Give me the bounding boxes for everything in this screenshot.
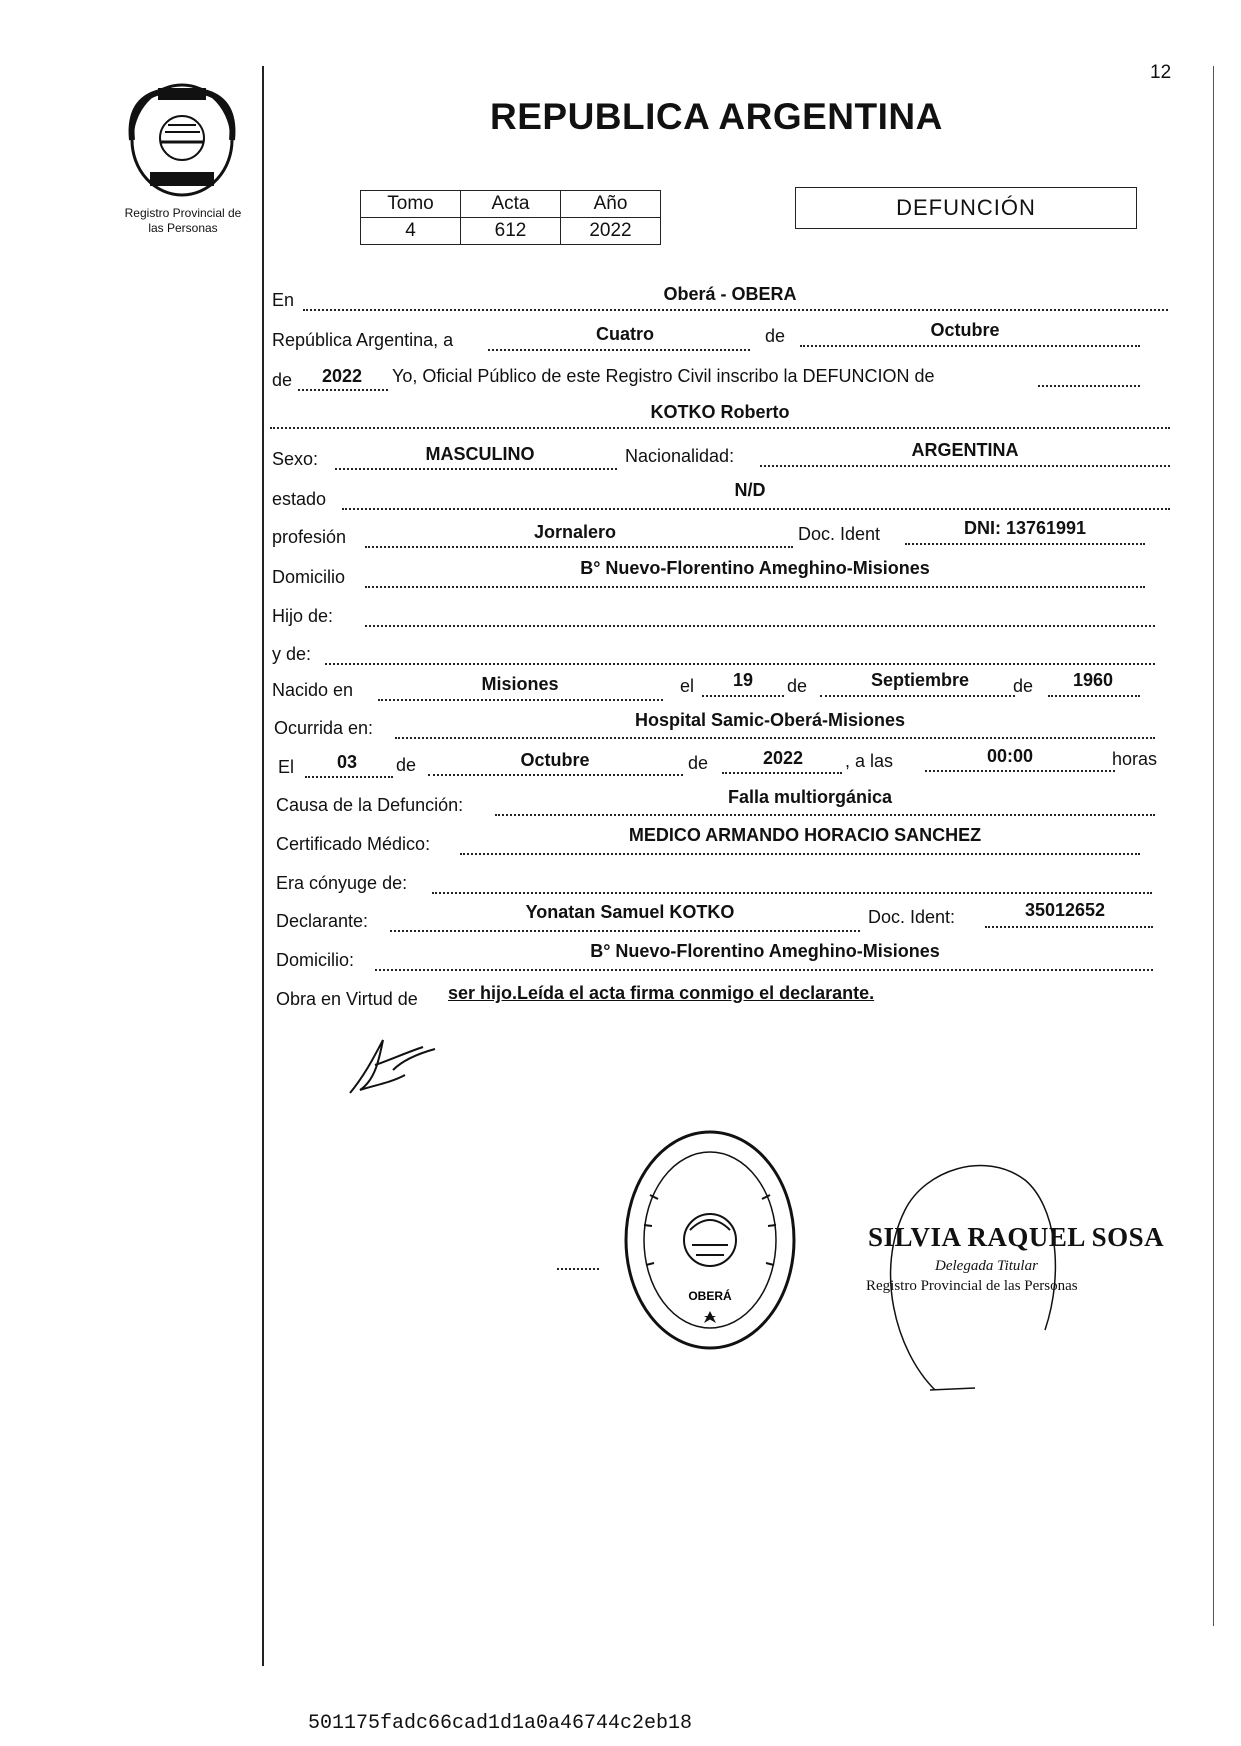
value-def-mes: Octubre	[520, 750, 590, 770]
dotted-line-nac-anio	[1048, 695, 1140, 697]
value-ocurrida-en: Hospital Samic-Oberá-Misiones	[634, 710, 906, 730]
label-de-mes: de	[765, 326, 786, 346]
dotted-line-estado	[342, 508, 1170, 510]
value-declarante: Yonatan Samuel KOTKO	[525, 902, 735, 922]
value-nacido-en: Misiones	[481, 674, 559, 694]
logo-caption	[88, 206, 278, 236]
dotted-line-certificado	[460, 853, 1140, 855]
value-obra-en-virtud: ser hijo.Leída el acta firma conmigo el declarante.	[448, 983, 875, 1003]
dotted-line-declarante	[390, 930, 860, 932]
label-a-las: , a las	[845, 751, 894, 771]
misiones-emblem-logo	[120, 80, 245, 200]
registry-header-acta: Acta	[461, 191, 561, 218]
official-organization: Registro Provincial de las Personas	[866, 1278, 1078, 1294]
official-name: SILVIA RAQUEL SOSA	[868, 1222, 1165, 1252]
page-number: 12	[1150, 62, 1172, 83]
value-lugar: Oberá - OBERA	[663, 284, 797, 304]
label-el-defuncion: El	[278, 757, 295, 777]
label-causa: Causa de la Defunción:	[276, 795, 464, 815]
dotted-line-nombre	[270, 427, 1170, 429]
value-nacionalidad: ARGENTINA	[911, 440, 1019, 460]
dotted-line-declarante-doc	[985, 926, 1153, 928]
document-hash: 501175fadc66cad1d1a0a46744c2eb18	[308, 1712, 693, 1735]
label-declarante: Declarante:	[276, 911, 369, 931]
value-certificado: MEDICO ARMANDO HORACIO SANCHEZ	[628, 825, 982, 845]
registry-table-header-row	[361, 191, 661, 218]
page-title: REPUBLICA ARGENTINA	[490, 96, 943, 137]
label-obra-en-virtud: Obra en Virtud de	[276, 989, 418, 1009]
value-profesion: Jornalero	[533, 522, 617, 542]
value-sexo: MASCULINO	[425, 444, 535, 464]
dotted-line-ocurrida-en	[395, 737, 1155, 739]
right-margin-line	[1213, 66, 1214, 1626]
official-signature	[855, 1150, 1165, 1400]
dotted-line-def-dia	[305, 776, 393, 778]
dotted-line-doc-ident	[905, 543, 1145, 545]
dotted-line-conyuge	[432, 892, 1152, 894]
dotted-line-nac-mes	[820, 695, 1015, 697]
label-de-def-anio: de	[688, 753, 709, 773]
logo-caption-line2: las Personas	[148, 221, 218, 235]
label-nacionalidad: Nacionalidad:	[625, 446, 735, 466]
dotted-line-profesion	[365, 546, 793, 548]
label-profesion: profesión	[272, 527, 347, 547]
value-def-hora: 00:00	[986, 746, 1034, 766]
stamp-city: OBERÁ	[688, 1289, 732, 1303]
label-estado: estado	[272, 489, 327, 509]
label-de-nac-mes: de	[787, 676, 808, 696]
label-el-nacimiento: el	[680, 676, 695, 696]
left-margin-line	[262, 66, 264, 1666]
value-domicilio-declarante: B° Nuevo-Florentino Ameghino-Misiones	[590, 941, 940, 961]
declarant-signature	[345, 1035, 440, 1097]
label-ocurrida-en: Ocurrida en:	[274, 718, 374, 738]
label-sexo: Sexo:	[272, 449, 319, 469]
registry-value-tomo: 4	[361, 218, 461, 245]
label-republica: República Argentina, a	[272, 330, 454, 350]
dotted-line-domicilio	[365, 586, 1145, 588]
dotted-line-causa	[495, 814, 1155, 816]
registry-table-value-row	[361, 218, 661, 245]
label-inscribo: Yo, Oficial Público de este Registro Civil inscribo la DEFUNCION de	[392, 366, 935, 386]
label-de-nac-anio: de	[1013, 676, 1034, 696]
dotted-line-def-mes	[428, 774, 683, 776]
value-estado: N/D	[734, 480, 766, 500]
value-def-anio: 2022	[762, 748, 804, 768]
official-role: Delegada Titular	[935, 1258, 1038, 1274]
signature-dotted-stub	[557, 1268, 599, 1270]
value-anio: 2022	[321, 366, 363, 386]
dotted-line-hora	[925, 770, 1115, 772]
label-y-de: y de:	[272, 644, 312, 664]
dotted-line-def-anio	[722, 772, 842, 774]
label-domicilio-declarante: Domicilio:	[276, 950, 355, 970]
value-dni: DNI: 13761991	[963, 518, 1087, 538]
value-nombre: KOTKO Roberto	[650, 402, 790, 422]
registry-value-acta: 612	[461, 218, 561, 245]
value-mes-texto: Octubre	[930, 320, 1000, 340]
value-declarante-doc: 35012652	[1024, 900, 1106, 920]
label-hijo-de: Hijo de:	[272, 606, 334, 626]
dotted-line-domicilio-declarante	[375, 969, 1153, 971]
dotted-line-hijo-de	[365, 625, 1155, 627]
value-dia-texto: Cuatro	[596, 324, 654, 344]
registry-value-anio: 2022	[561, 218, 661, 245]
document-type-box: DEFUNCIÓN	[795, 187, 1137, 229]
registry-header-anio: Año	[561, 191, 661, 218]
dotted-line-sexo	[335, 468, 617, 470]
value-nac-mes: Septiembre	[870, 670, 970, 690]
label-nacido-en: Nacido en	[272, 680, 354, 700]
label-doc-ident: Doc. Ident	[798, 524, 881, 544]
value-causa: Falla multiorgánica	[727, 787, 893, 807]
value-def-dia: 03	[336, 752, 358, 772]
label-horas: horas	[1112, 749, 1158, 769]
registry-table	[360, 190, 661, 245]
dotted-line-y-de	[325, 663, 1155, 665]
value-domicilio: B° Nuevo-Florentino Ameghino-Misiones	[580, 558, 930, 578]
value-nac-dia: 19	[732, 670, 754, 690]
dotted-line-nac-dia	[702, 695, 784, 697]
logo-caption-line1: Registro Provincial de	[124, 206, 242, 220]
label-doc-ident-declarante: Doc. Ident:	[868, 907, 956, 927]
label-de-anio: de	[272, 370, 293, 390]
dotted-line-nacido-en	[378, 699, 663, 701]
dotted-line-inscribo	[1038, 385, 1140, 387]
value-nac-anio: 1960	[1072, 670, 1114, 690]
dotted-line-anio	[298, 389, 388, 391]
dotted-line-mes	[800, 345, 1140, 347]
registry-header-tomo: Tomo	[361, 191, 461, 218]
label-conyuge: Era cónyuge de:	[276, 873, 408, 893]
dotted-line-en	[303, 309, 1168, 311]
label-certificado: Certificado Médico:	[276, 834, 431, 854]
label-de-def-mes: de	[396, 755, 417, 775]
label-en: En	[272, 290, 295, 310]
dotted-line-nacionalidad	[760, 465, 1170, 467]
dotted-line-dia	[488, 349, 750, 351]
label-domicilio: Domicilio	[272, 567, 346, 587]
official-stamp	[620, 1125, 800, 1355]
